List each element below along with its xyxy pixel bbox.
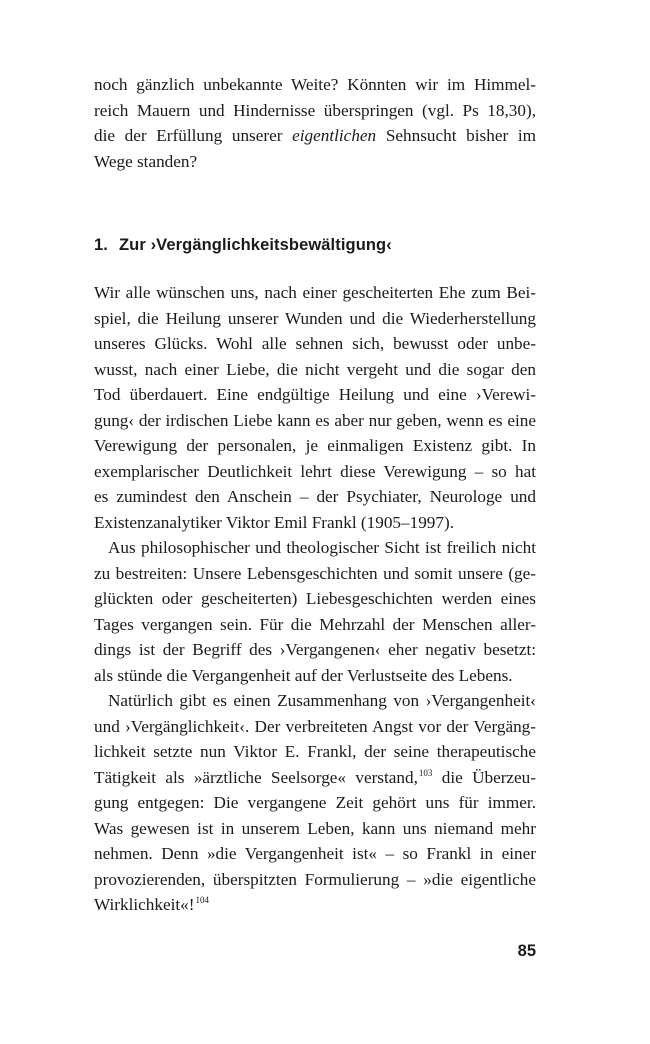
text-line: zu bestreiten: Unsere Lebensgeschichten und somit unsere (ge- <box>94 563 536 583</box>
text-run: die Überzeu- <box>432 767 537 787</box>
text-line: und ›Vergänglichkeit‹. Der verbreiteten Angst vor der Vergäng- <box>94 716 536 736</box>
text-line: Tages vergangen sein. Für die Mehrzahl der Menschen aller- <box>94 614 536 634</box>
text-run: die der Erfüllung unserer <box>94 126 283 145</box>
text-line: Was gewesen ist in unserem Leben, kann uns niemand mehr <box>94 818 536 838</box>
text-line: gung‹ der irdischen Liebe kann es aber nur geben, wenn es eine <box>94 410 536 430</box>
text-line: provozierenden, überspitzten Formulierung – »die eigentliche <box>94 869 536 889</box>
text-line: lichkeit setzte nun Viktor E. Frankl, der seine therapeutische <box>94 742 536 761</box>
text-line: es zumindest den Anschein – der Psychiater, Neurologe und <box>94 487 536 506</box>
text-line: noch gänzlich unbekannte Weite? Könnten wir im Himmel- <box>94 75 536 94</box>
paragraph-2 <box>94 535 536 688</box>
text-line: Existenzanalytiker Viktor Emil Frankl (1905–1997). <box>94 512 454 532</box>
text-run: Tätigkeit als »ärztliche Seelsorge« verstand, <box>94 767 418 787</box>
footnote-reference-103[interactable]: 103 <box>418 767 433 778</box>
section-title: Zur ›Vergänglichkeitsbewältigung‹ <box>119 236 392 254</box>
emphasized-word: eigentlichen <box>292 126 377 145</box>
intro-paragraph <box>94 72 536 174</box>
text-line: reich Mauern und Hindernisse überspringen (vgl. Ps 18,30), <box>94 100 536 120</box>
text-line: als stünde die Vergangenheit auf der Verlustseite des Lebens. <box>94 665 513 685</box>
text-line: gung entgegen: Die vergangene Zeit gehört uns für immer. <box>94 793 536 812</box>
text-line: dings ist der Begriff des ›Vergangenen‹ eher negativ besetzt: <box>94 640 536 659</box>
footnote-reference-104[interactable]: 104 <box>195 895 209 905</box>
text-line: Aus philosophischer und theologischer Sicht ist freilich nicht <box>108 538 536 557</box>
paragraph-3 <box>94 688 536 918</box>
section-number: 1. <box>94 236 108 254</box>
text-line: Wege standen? <box>94 151 198 171</box>
text-line: Natürlich gibt es einen Zusammenhang von ›Vergangenheit‹ <box>108 691 536 710</box>
text-run: Wirklichkeit«! <box>94 895 195 914</box>
page-number: 85 <box>517 942 536 960</box>
text-line: unseres Glücks. Wohl alle sehnen sich, bewusst oder unbe- <box>94 334 536 353</box>
text-line <box>94 892 536 918</box>
text-line: exemplarischer Deutlichkeit lehrt diese Verewigung – so hat <box>94 461 536 481</box>
text-line: Verewigung der personalen, je einmaligen Existenz gibt. In <box>94 436 536 455</box>
text-line: spiel, die Heilung unserer Wunden und die Wiederherstellung <box>94 308 536 328</box>
text-line: glückten oder gescheiterten) Liebesgeschichten werden eines <box>94 589 536 608</box>
text-line <box>94 765 536 791</box>
paragraph-1 <box>94 280 536 535</box>
text-line <box>94 123 536 149</box>
text-line: wusst, nach einer Liebe, die nicht vergeht und die sogar den <box>94 359 536 379</box>
text-run: Sehnsucht bisher im <box>376 126 536 145</box>
section-heading <box>94 233 536 257</box>
text-line: nehmen. Denn »die Vergangenheit ist« – so Frankl in einer <box>94 844 536 863</box>
text-line: Tod überdauert. Eine endgültige Heilung und eine ›Verewi- <box>94 385 536 404</box>
text-line: Wir alle wünschen uns, nach einer gescheiterten Ehe zum Bei- <box>94 283 536 302</box>
